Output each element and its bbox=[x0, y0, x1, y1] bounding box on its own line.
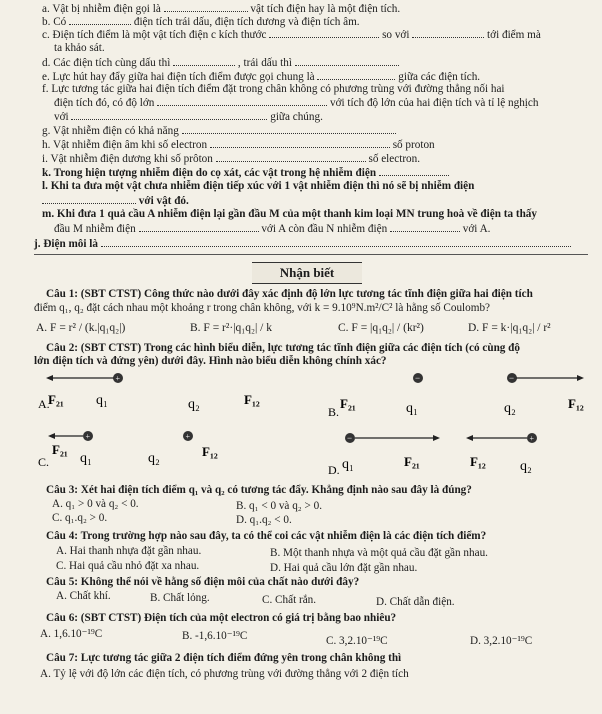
fill-l-line1: l. Khi ta đưa một vật chưa nhiễm điện tiếp xúc với 1 vật nhiễm điện thì nó sẽ bị nhiễm điện bbox=[42, 180, 475, 192]
force-f12-label: F₁₂ bbox=[244, 392, 260, 407]
fill-j-text: j. Điện môi là bbox=[34, 238, 99, 250]
fill-item-c bbox=[42, 28, 541, 42]
fill-b-prefix: b. Có bbox=[42, 16, 67, 28]
arrowhead-icon bbox=[46, 375, 53, 381]
diagram-c-label: C. bbox=[38, 455, 50, 469]
fill-a-suffix: vật tích điện hay là một điện tích. bbox=[250, 3, 401, 15]
blank[interactable] bbox=[164, 2, 248, 12]
fill-c-mid: so với bbox=[382, 29, 410, 41]
q1-option-a[interactable]: A. F = r² / (k.|q₁q₂|) bbox=[36, 322, 126, 334]
q3-option-c[interactable]: C. q₁.q₂ > 0. bbox=[52, 512, 108, 524]
fill-f-line1: f. Lực tương tác giữa hai điện tích điểm đặt trong chân không có phương trùng với đường thẳng nối hai bbox=[42, 83, 505, 95]
force-f21-label: F₂₁ bbox=[404, 454, 420, 469]
arrowhead-icon bbox=[48, 433, 55, 439]
q6-option-c[interactable]: C. 3,2.10⁻¹⁹C bbox=[326, 635, 388, 647]
diagram-d-svg bbox=[320, 428, 590, 484]
diagram-c-svg bbox=[30, 428, 270, 478]
force-f12-label: F₁₂ bbox=[568, 396, 584, 411]
force-f21-label: F₂₁ bbox=[48, 392, 64, 407]
charge-q1-label: q₁ bbox=[406, 401, 418, 416]
blank[interactable] bbox=[139, 222, 259, 232]
q5-stem: Câu 5: Không thể nói về hằng số điện môi của chất nào dưới đây? bbox=[46, 576, 360, 588]
fill-item-k bbox=[42, 166, 449, 180]
section-title: Nhận biết bbox=[252, 262, 362, 284]
diagram-a-svg bbox=[30, 368, 270, 424]
q1-option-b[interactable]: B. F = r²·|q₁q₂| / k bbox=[190, 322, 272, 334]
q7-option-a[interactable]: A. Tỷ lệ với độ lớn các điện tích, có phương trùng với đường thẳng với 2 điện tích bbox=[40, 668, 409, 680]
fill-a-prefix: a. Vật bị nhiễm điện gọi là bbox=[42, 3, 161, 15]
q3-stem: Câu 3: Xét hai điện tích điểm q₁ và q₂ có tương tác đẩy. Khẳng định nào sau đây là đúng? bbox=[46, 484, 472, 496]
q1-option-c[interactable]: C. F = |q₁q₂| / (kr²) bbox=[338, 322, 424, 334]
q2-diagram-d[interactable] bbox=[320, 428, 590, 484]
q2-diagram-c[interactable] bbox=[30, 428, 270, 478]
q7-stem: Câu 7: Lực tương tác giữa 2 điện tích điểm đứng yên trong chân không thì bbox=[46, 652, 402, 664]
force-f21-label: F₂₁ bbox=[52, 442, 68, 457]
diagram-d-label: D. bbox=[328, 463, 340, 477]
fill-f3-suffix: giữa chúng. bbox=[270, 111, 323, 123]
fill-c-continued: ta khảo sát. bbox=[54, 42, 105, 54]
q3-option-a[interactable]: A. q₁ > 0 và q₂ < 0. bbox=[52, 498, 139, 510]
section-divider bbox=[34, 254, 588, 255]
fill-e-suffix: giữa các điện tích. bbox=[398, 71, 481, 83]
q5-option-c[interactable]: C. Chất rắn. bbox=[262, 594, 317, 606]
q4-option-d[interactable]: D. Hai quả cầu lớn đặt gần nhau. bbox=[270, 562, 418, 574]
plus-sign: + bbox=[85, 432, 91, 441]
fill-item-b bbox=[42, 15, 360, 29]
diagram-b-label: B. bbox=[328, 405, 340, 419]
fill-b-suffix: điện tích trái dấu, điện tích dương và điện tích âm. bbox=[133, 16, 360, 28]
q3-option-b[interactable]: B. q₁ < 0 và q₂ > 0. bbox=[236, 500, 322, 512]
q3-option-d[interactable]: D. q₁.q₂ < 0. bbox=[236, 514, 292, 526]
fill-l-line2: với vật đó. bbox=[138, 195, 189, 207]
blank[interactable] bbox=[210, 138, 390, 148]
charge-q2-label: q₂ bbox=[188, 397, 200, 412]
fill-h-suffix: số proton bbox=[392, 139, 435, 151]
charge-q2-label: q₂ bbox=[520, 459, 532, 474]
blank[interactable] bbox=[390, 222, 460, 232]
q1-stem-2: điểm q₁, q₂ đặt cách nhau một khoảng r trong chân không, với k = 9.10⁹N.m²/C² là hằng số Coulomb? bbox=[34, 302, 490, 314]
q4-option-a[interactable]: A. Hai thanh nhựa đặt gần nhau. bbox=[56, 545, 202, 557]
arrowhead-icon bbox=[466, 435, 473, 441]
fill-item-h bbox=[42, 138, 435, 152]
q6-option-a[interactable]: A. 1,6.10⁻¹⁹C bbox=[40, 628, 103, 640]
minus-sign: − bbox=[509, 373, 515, 383]
q5-option-b[interactable]: B. Chất lỏng. bbox=[150, 592, 210, 604]
minus-sign: − bbox=[415, 373, 421, 383]
fill-f-prefix: điện tích đó, có độ lớn bbox=[54, 97, 155, 109]
blank[interactable] bbox=[71, 110, 267, 120]
blank[interactable] bbox=[173, 56, 235, 66]
blank[interactable] bbox=[101, 237, 571, 247]
q1-option-d[interactable]: D. F = k·|q₁q₂| / r² bbox=[468, 322, 551, 334]
fill-c-prefix: c. Điện tích điểm là một vật tích điện c kích thước bbox=[42, 29, 267, 41]
blank[interactable] bbox=[317, 70, 395, 80]
blank[interactable] bbox=[182, 124, 396, 134]
blank[interactable] bbox=[157, 96, 327, 106]
force-f12-label: F₁₂ bbox=[202, 444, 218, 459]
q1-stem-1 bbox=[46, 288, 533, 301]
blank[interactable] bbox=[379, 166, 449, 176]
fill-item-i bbox=[42, 152, 420, 166]
fill-item-f2 bbox=[54, 96, 538, 110]
plus-sign: + bbox=[115, 374, 121, 383]
blank[interactable] bbox=[42, 194, 136, 204]
force-f21-label: F₂₁ bbox=[340, 396, 356, 411]
charge-q2-label: q₂ bbox=[148, 451, 160, 466]
blank[interactable] bbox=[69, 15, 131, 25]
q6-stem: Câu 6: (SBT CTST) Điện tích của một electron có giá trị bằng bao nhiêu? bbox=[46, 612, 397, 624]
plus-sign: + bbox=[529, 434, 535, 443]
blank[interactable] bbox=[412, 28, 484, 38]
blank[interactable] bbox=[216, 152, 366, 162]
q6-option-b[interactable]: B. -1,6.10⁻¹⁹C bbox=[182, 630, 248, 642]
q5-option-a[interactable]: A. Chất khí. bbox=[56, 590, 111, 602]
fill-item-e bbox=[42, 70, 480, 84]
fill-d-prefix: d. Các điện tích cùng dấu thì bbox=[42, 57, 171, 69]
arrowhead-icon bbox=[577, 375, 584, 381]
charge-q2-label: q₂ bbox=[504, 401, 516, 416]
q2-diagram-b[interactable] bbox=[320, 368, 590, 424]
fill-item-d bbox=[42, 56, 399, 70]
fill-f3-prefix: với bbox=[54, 111, 69, 123]
q4-option-b[interactable]: B. Một thanh nhựa và một quả cầu đặt gần nhau. bbox=[270, 547, 488, 559]
fill-i-suffix: số electron. bbox=[368, 153, 421, 165]
q5-option-d[interactable]: D. Chất dẫn điện. bbox=[376, 596, 455, 608]
charge-q1-label: q₁ bbox=[96, 393, 108, 408]
fill-f-suffix: với tích độ lớn của hai điện tích và tỉ lệ nghịch bbox=[329, 97, 539, 109]
blank[interactable] bbox=[269, 28, 379, 38]
diagram-a-label: A. bbox=[38, 397, 50, 411]
charge-q1-label: q₁ bbox=[80, 451, 92, 466]
fill-k-text: k. Trong hiện tượng nhiễm điện do cọ xát, các vật trong hệ nhiễm điện bbox=[42, 167, 377, 179]
fill-item-g bbox=[42, 124, 396, 138]
q1-stem-text: Câu 1: (SBT CTST) Công thức nào dưới đây xác định độ lớn lực tương tác tĩnh điện giữa hai điện tích bbox=[46, 288, 533, 300]
fill-m-mid: với A còn đầu N nhiễm điện bbox=[261, 223, 388, 235]
arrowhead-icon bbox=[433, 435, 440, 441]
diagram-b-svg bbox=[320, 368, 590, 424]
fill-g-text: g. Vật nhiễm điện có khả năng bbox=[42, 125, 179, 137]
fill-i-prefix: i. Vật nhiễm điện dương khi số prôton bbox=[42, 153, 213, 165]
q4-option-c[interactable]: C. Hai quả cầu nhỏ đặt xa nhau. bbox=[56, 560, 200, 572]
q2-stem-1: Câu 2: (SBT CTST) Trong các hình biểu diễn, lực tương tác tĩnh điện giữa các điện tích (có cùng độ bbox=[46, 342, 520, 354]
fill-m-suffix: với A. bbox=[462, 223, 491, 235]
fill-item-j bbox=[34, 237, 571, 251]
q2-stem-2: lớn điện tích và đứng yên) dưới đây. Hình nào biểu diễn không chính xác? bbox=[34, 355, 387, 367]
fill-m-line1: m. Khi đưa 1 quả cầu A nhiễm điện lại gần đầu M của một thanh kim loại MN trung hoà về điện ta thấy bbox=[42, 208, 537, 220]
fill-c-suffix: tới điểm mà bbox=[487, 29, 541, 41]
charge-q1-label: q₁ bbox=[342, 457, 354, 472]
q6-option-d[interactable]: D. 3,2.10⁻¹⁹C bbox=[470, 635, 533, 647]
fill-item-a bbox=[42, 2, 400, 16]
blank[interactable] bbox=[295, 56, 399, 66]
force-f12-label: F₁₂ bbox=[470, 454, 486, 469]
fill-d-mid: , trái dấu thì bbox=[237, 57, 292, 69]
fill-h-prefix: h. Vật nhiễm điện âm khi số electron bbox=[42, 139, 208, 151]
fill-item-m2 bbox=[54, 222, 490, 236]
fill-m-prefix: đầu M nhiễm điện bbox=[54, 223, 136, 235]
minus-sign: − bbox=[347, 433, 353, 443]
q2-diagram-a[interactable] bbox=[30, 368, 270, 424]
fill-e-prefix: e. Lực hút hay đẩy giữa hai điện tích điểm được gọi chung là bbox=[42, 71, 315, 83]
q4-stem: Câu 4: Trong trường hợp nào sau đây, ta có thể coi các vật nhiễm điện là các điện tích điểm? bbox=[46, 530, 487, 542]
fill-item-f3 bbox=[54, 110, 323, 124]
plus-sign: + bbox=[185, 432, 191, 441]
fill-item-l2 bbox=[42, 194, 189, 208]
